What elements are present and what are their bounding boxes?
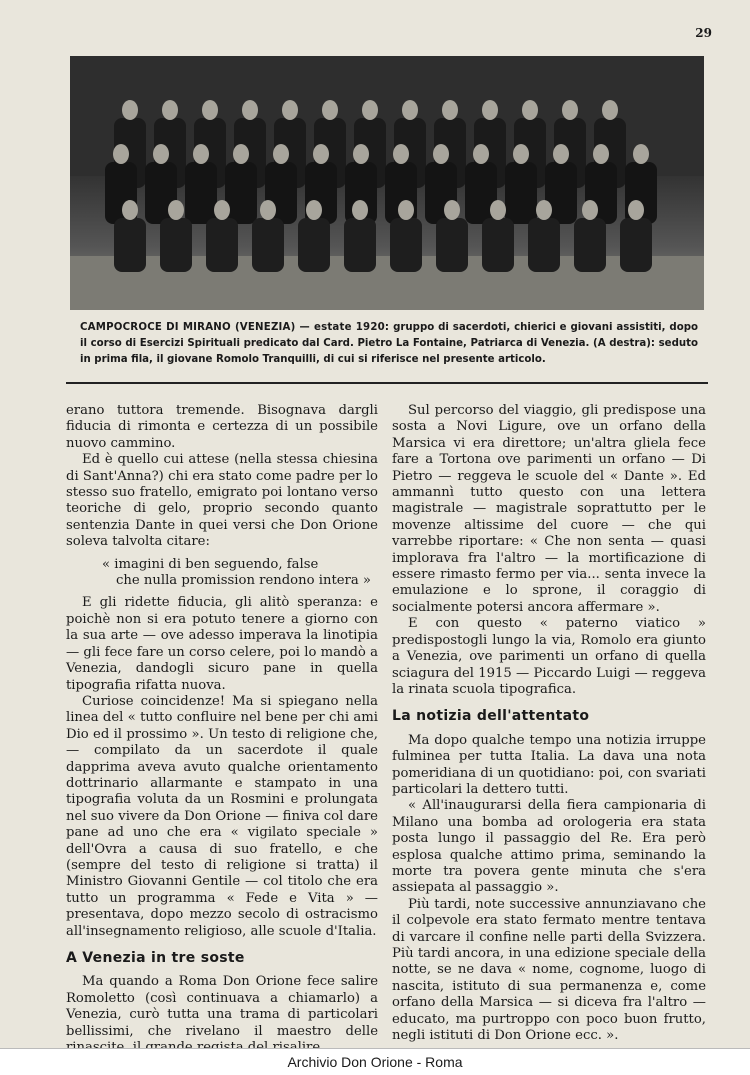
section-heading: La notizia dell'attentato (392, 708, 590, 725)
figure-head (562, 100, 578, 120)
figure-head (242, 100, 258, 120)
group-photograph (70, 56, 704, 310)
figure-head (433, 144, 449, 164)
figure-head (602, 100, 618, 120)
figure-head (322, 100, 338, 120)
figure-head (628, 200, 644, 220)
figure-body (206, 218, 238, 272)
paragraph: « All'inaugurarsi della fiera campionaria di Milano una bomba ad orologeria era stata posta lungo il passaggio del Re. Era però esplosa qualche attimo prima, seminando la morte tra povera gente minuta che s'era assiepata al passaggio ». (392, 798, 706, 896)
figure-head (553, 144, 569, 164)
figure-head (522, 100, 538, 120)
figure-head (282, 100, 298, 120)
figure-head (202, 100, 218, 120)
figure-head (633, 144, 649, 164)
figure-head (313, 144, 329, 164)
caption-text: gruppo di sacerdoti, chierici e giovani assistiti, dopo il corso di Esercizi Spirituali predicato dal Card. Pietro La Fontaine, Patriarca di Venezia. (A destra): seduto in prima fila, il giovane Romolo Tranquilli, di cui si riferisce nel presente articolo. (80, 322, 698, 365)
figure-head (113, 144, 129, 164)
paragraph: Ma dopo qualche tempo una notizia irruppe fulminea per tutta Italia. La dava una nota pomeridiana di un quotidiano: poi, con svariati particolari la dettero tutti. (392, 732, 706, 797)
caption-lead: CAMPOCROCE DI MIRANO (VENEZIA) — estate 1920: (80, 322, 390, 333)
figure-body (252, 218, 284, 272)
figure-head (473, 144, 489, 164)
figure-head (444, 200, 460, 220)
quote-line: « imagini di ben seguendo, false (102, 556, 319, 572)
figure-head (233, 144, 249, 164)
figure-head (536, 200, 552, 220)
figure-body (390, 218, 422, 272)
figure-body (114, 218, 146, 272)
paragraph: Curiose coincidenze! Ma si spiegano nella linea del « tutto confluire nel bene per chi ami Dio ed il prossimo ». Un testo di religione che, — compilato da un sacerdote il quale dapprima aveva avuto qualche orientamento dottrinario allarmante e stampato in una tipografia voluta da un Rosmini e prolungata nel suo vivere da Don Orione — finiva col dare pane ad uno che era « vigilato speciale » dell'Ovra a causa di suo fratello, e che (sempre del testo di religione si tratta) il Ministro Giovanni Gentile — col titolo che era tutto un programma « Fede e Vita » — presentava, dopo mezzo secolo di ostracismo all'insegnamento religioso, alle scuole d'Italia. (66, 693, 378, 939)
archive-footer: Archivio Don Orione - Roma (0, 1048, 750, 1075)
figure-head (362, 100, 378, 120)
paragraph: Più tardi, note successive annunziavano che il colpevole era stato fermato mentre tentava di varcare il confine nelle parti della Svizzera. Più tardi ancora, in una edizione speciale della notte, se ne dava « nome, cognome, luogo di nascita, istituto di sua permanenza e, come orfano della Marsica — si diceva fra l'altro — educato, ma purtroppo con poco buon frutto, negli istituti di Don Orione ecc. ». (392, 896, 706, 1044)
figure-head (260, 200, 276, 220)
figure-head (306, 200, 322, 220)
paragraph: Ma quando a Roma Don Orione fece salire Romoletto (così continuava a chiamarlo) a Venezia, curò tutta una trama di particolari bellissimi, che rivelano il maestro delle (66, 974, 378, 1039)
figure-head (162, 100, 178, 120)
figure-head (513, 144, 529, 164)
figure-head (393, 144, 409, 164)
paragraph: erano tuttora tremende. Bisognava dargli fiducia di rimonta e certezza di un possibile nuovo cammino. (66, 403, 378, 451)
divider-rule (66, 382, 708, 384)
page-number: 29 (695, 26, 712, 40)
figure-head (352, 200, 368, 220)
quote-line: che nulla promission rendono intera » (116, 573, 371, 589)
figure-head (442, 100, 458, 120)
figure-head (582, 200, 598, 220)
paragraph: E con questo « paterno viatico » predispostogli lungo la via, Romolo era giunto a Venezia, ove parimenti un orfano di quella sciagura del 1915 — Piccardo Luigi — reggeva la rinata scuola tipografica. (392, 616, 706, 697)
left-column (66, 403, 378, 1056)
figure-body (225, 162, 257, 224)
figure-body (185, 162, 217, 224)
figure-body (528, 218, 560, 272)
right-column (392, 403, 706, 1044)
figure-head (402, 100, 418, 120)
figure-head (168, 200, 184, 220)
photo-caption (80, 320, 698, 368)
figure-head (273, 144, 289, 164)
figure-head (353, 144, 369, 164)
figure-body (436, 218, 468, 272)
figure-head (153, 144, 169, 164)
figure-body (298, 218, 330, 272)
section-heading: A Venezia in tre soste (66, 950, 245, 966)
figure-head (122, 200, 138, 220)
figure-head (122, 100, 138, 120)
figure-body (344, 218, 376, 272)
dante-quote (102, 557, 378, 590)
figure-body (574, 218, 606, 272)
paragraph: Ed è quello cui attese (nella stessa chiesina di Sant'Anna?) chi era stato come padre per lo stesso suo fratello, emigrato poi lontano verso teoriche di gelo, proprio secondo quanto sentenzia Dante in quei versi che Don Orione soleva talvolta citare: (66, 452, 378, 550)
figure-head (482, 100, 498, 120)
figure-head (214, 200, 230, 220)
paragraph: E gli ridette fiducia, gli alitò speranza: e poichè non si era potuto tenere a giorno con la sua arte — ove adesso imperava la linotipia — gli fece fare un corso celere, poi lo mandò a Venezia, dandogli sicuro pane in quella tipografia rifatta nuova. (66, 595, 378, 693)
figure-head (193, 144, 209, 164)
figure-head (593, 144, 609, 164)
figure-body (160, 218, 192, 272)
figure-body (620, 218, 652, 272)
figure-body (505, 162, 537, 224)
paragraph: Sul percorso del viaggio, gli predispose una sosta a Novi Ligure, ove un orfano della Marsica vi era direttore; un'altra gliela fece fare a Tortona ove parimenti un orfano — Di Pietro — reggeva le scuole del « Dante ». Ed ammannì tutto questo con una lettera magistrale — magistrale soprattutto per le movenze altissime del cuore — che qui varrebbe riportare: « Che non senta — quasi implorava fra l'altro — la mortificazione di essere rimasto fermo per via... senta invece la emulazione e lo sprone, il coraggio di socialmente potersi ancora affermare ». (392, 403, 706, 615)
figure-head (398, 200, 414, 220)
group-photo-figures (70, 56, 704, 310)
figure-body (482, 218, 514, 272)
figure-head (490, 200, 506, 220)
